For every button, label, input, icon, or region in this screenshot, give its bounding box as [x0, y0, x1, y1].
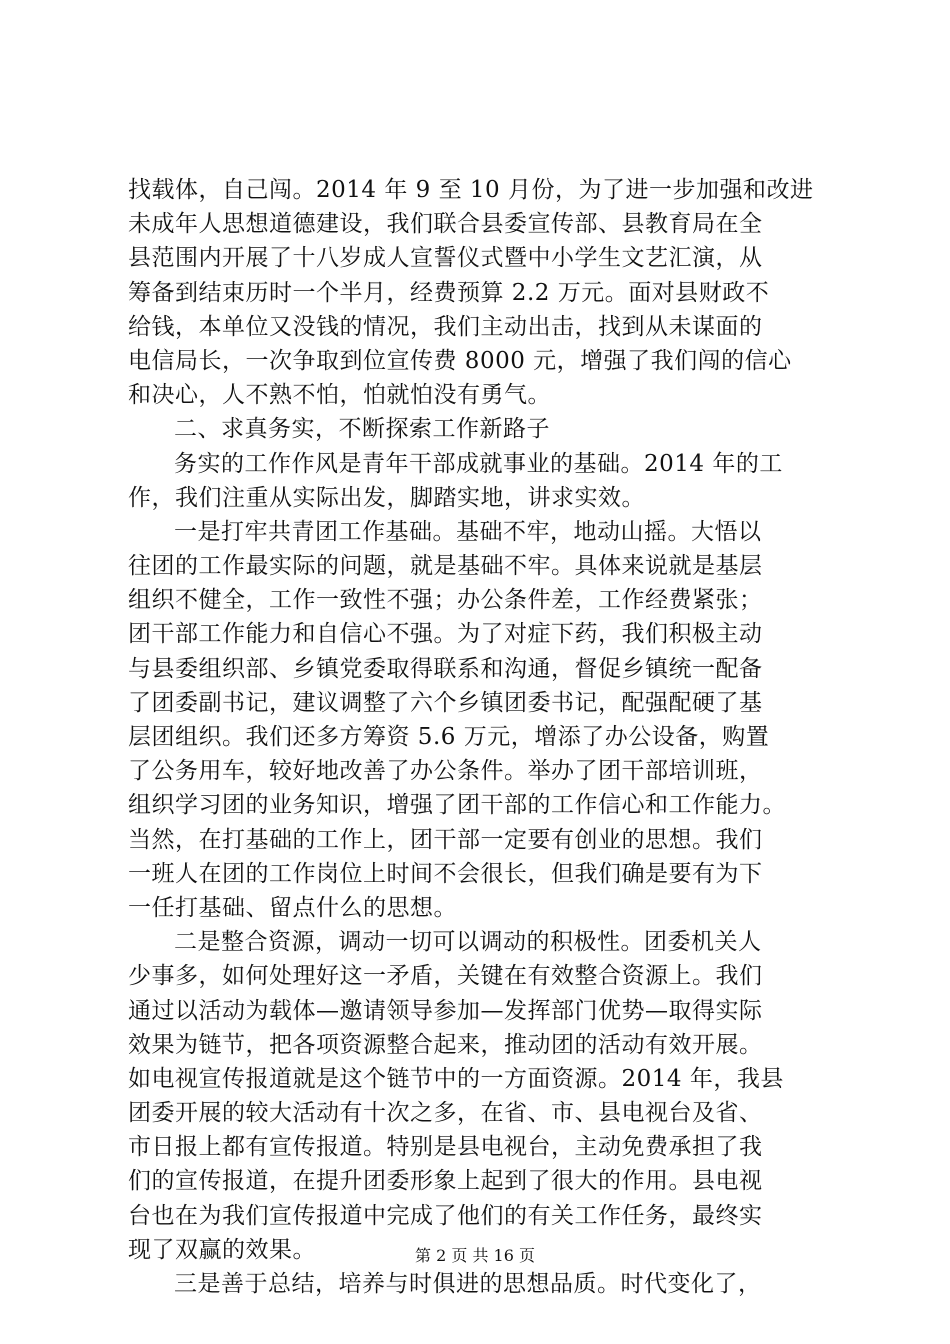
text-line: 一是打牢共青团工作基础。基础不牢，地动山摇。大悟以 [174, 518, 762, 545]
text-line: 了公务用车，较好地改善了办公条件。举办了团干部培训班， [128, 758, 763, 785]
text-line: 当然，在打基础的工作上，团干部一定要有创业的思想。我们 [128, 826, 763, 853]
text-line: 电信局长，一次争取到位宣传费 8000 元，增强了我们闯的信心 [128, 347, 792, 374]
text-line: 与县委组织部、乡镇党委取得联系和沟通，督促乡镇统一配备 [128, 655, 763, 682]
page-footer: 第 2 页 共 16 页 [415, 1246, 535, 1265]
text-line: 层团组织。我们还多方筹资 5.6 万元，增添了办公设备，购置 [128, 724, 770, 750]
text-line: 筹备到结束历时一个半月，经费预算 2.2 万元。面对县财政不 [128, 279, 770, 306]
text-line: 如电视宣传报道就是这个链节中的一方面资源。2014 年，我县 [128, 1065, 784, 1092]
document-body [128, 173, 828, 1301]
text-line: 找载体，自己闯。2014 年 9 至 10 月份，为了进一步加强和改进 [128, 177, 814, 203]
text-line: 现了双赢的效果。 [128, 1236, 316, 1263]
text-line: 和决心，人不熟不怕，怕就怕没有勇气。 [128, 382, 551, 409]
text-line: 市日报上都有宣传报道。特别是县电视台，主动免费承担了我 [128, 1134, 763, 1161]
text-line: 效果为链节，把各项资源整合起来，推动团的活动有效开展。 [128, 1031, 763, 1058]
text-line: 未成年人思想道德建设，我们联合县委宣传部、县教育局在全 [128, 211, 763, 238]
text-line: 往团的工作最实际的问题，就是基础不牢。具体来说就是基层 [128, 553, 763, 580]
text-line: 给钱，本单位又没钱的情况，我们主动出击，找到从未谋面的 [128, 313, 763, 340]
text-line: 团干部工作能力和自信心不强。为了对症下药，我们积极主动 [128, 621, 763, 648]
text-line: 了团委副书记，建议调整了六个乡镇团委书记，配强配硬了基 [128, 689, 763, 716]
text-line: 少事多，如何处理好这一矛盾，关键在有效整合资源上。我们 [128, 963, 763, 990]
text-line: 团委开展的较大活动有十次之多，在省、市、县电视台及省、 [128, 1100, 763, 1127]
text-line: 三是善于总结，培养与时俱进的思想品质。时代变化了， [174, 1271, 762, 1297]
text-line: 县范围内开展了十八岁成人宣誓仪式暨中小学生文艺汇演，从 [128, 245, 763, 272]
text-line: 通过以活动为载体—邀请领导参加—发挥部门优势—取得实际 [128, 997, 763, 1024]
text-line: 二、求真务实，不断探索工作新路子 [174, 416, 550, 443]
text-line: 务实的工作作风是青年干部成就事业的基础。2014 年的工 [174, 450, 783, 477]
text-line: 一任打基础、留点什么的思想。 [128, 894, 457, 921]
text-line: 组织不健全，工作一致性不强；办公条件差，工作经费紧张； [128, 587, 763, 614]
text-line: 们的宣传报道，在提升团委形象上起到了很大的作用。县电视 [128, 1168, 763, 1195]
text-line: 组织学习团的业务知识，增强了团干部的工作信心和工作能力。 [128, 792, 786, 819]
text-line: 作，我们注重从实际出发，脚踏实地，讲求实效。 [128, 484, 645, 511]
text-line: 一班人在团的工作岗位上时间不会很长，但我们确是要有为下 [128, 860, 763, 887]
text-line: 二是整合资源，调动一切可以调动的积极性。团委机关人 [174, 929, 762, 956]
text-line: 台也在为我们宣传报道中完成了他们的有关工作任务，最终实 [128, 1202, 763, 1229]
